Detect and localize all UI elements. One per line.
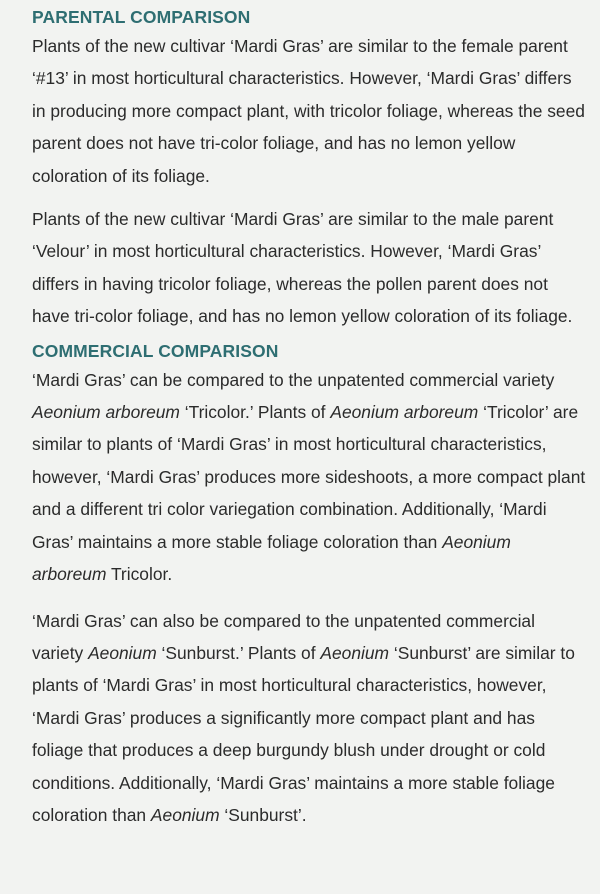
text-run: Tricolor. <box>106 564 173 585</box>
text-run: ‘Mardi Gras’ can also be compared to the unpatented commercial variety <box>32 610 535 663</box>
parental-paragraph-2: Plants of the new cultivar ‘Mardi Gras’ are similar to the male parent ‘Velour’ in most horticultural characteristics. However, ‘Mardi Gras’ differs in having tricolor foliage, whereas the pollen parent does not have tri-color foliage, and has no lemon yellow coloration of its foliage. <box>32 209 573 327</box>
text-run: ‘Sunburst’. <box>219 804 307 825</box>
paragraph-gap <box>32 192 588 203</box>
species-name: Aeonium <box>320 642 390 663</box>
species-name: Aeonium <box>88 642 157 663</box>
parental-paragraph-1: Plants of the new cultivar ‘Mardi Gras’ are similar to the female parent ‘#13’ in most horticultural characteristics. However, ‘Mardi Gras’ differs in producing more compact plant, with tricolor foliage, whereas the seed parent does not have tri-color foliage, and has no lemon yellow coloration of its foliage. <box>32 36 585 186</box>
species-name: Aeonium <box>150 804 220 825</box>
commercial-comparison-heading: COMMERCIAL COMPARISON <box>32 340 279 361</box>
species-name: Aeonium arboreum <box>330 402 479 423</box>
text-run: ‘Sunburst’ are similar to plants of ‘Mardi Gras’ in most horticultural characteristics, however, ‘Mardi Gras’ produces a significantly more compact plant and has foliage that produces a deep burgundy blush under drought or cold conditions. Additionally, ‘Mardi Gras’ maintains a more stable foliage coloration than <box>32 642 575 825</box>
commercial-paragraph-1 <box>32 364 588 591</box>
text-run: ‘Tricolor’ are similar to plants of ‘Mardi Gras’ in most horticultural characteristics, however, ‘Mardi Gras’ produces more sideshoots, a more compact plant and a different tri color variegation combination. Additionally, ‘Mardi Gras’ maintains a more stable foliage coloration than <box>32 402 586 552</box>
parental-comparison-heading: PARENTAL COMPARISON <box>32 7 251 27</box>
paragraph-gap <box>32 591 588 605</box>
text-run: ‘Mardi Gras’ can be compared to the unpatented commercial variety <box>32 369 555 390</box>
species-name: Aeonium arboreum <box>32 402 180 423</box>
text-run: ‘Tricolor.’ Plants of <box>179 402 331 423</box>
commercial-paragraph-2 <box>32 605 588 832</box>
species-name: Aeonium arboreum <box>32 531 511 585</box>
text-run: ‘Sunburst.’ Plants of <box>156 642 321 663</box>
